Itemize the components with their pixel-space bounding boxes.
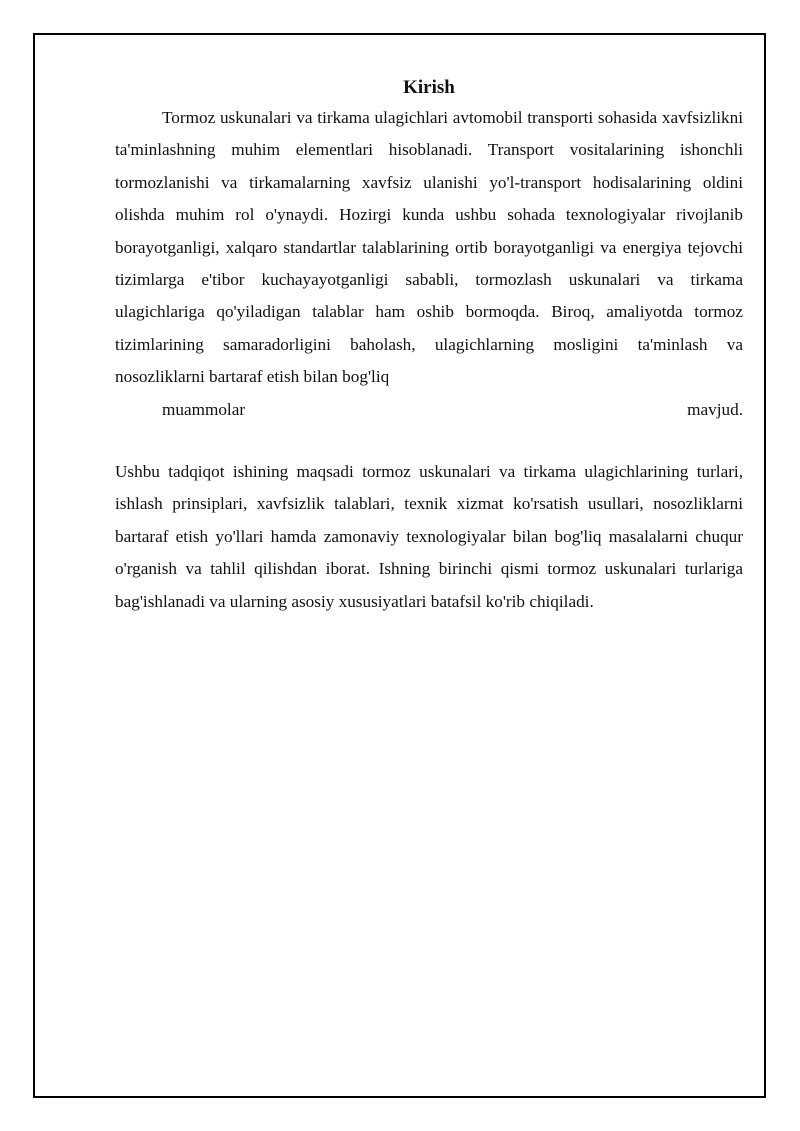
document-body: [115, 76, 743, 618]
intro-paragraph-2: Ushbu tadqiqot ishining maqsadi tormoz uskunalari va tirkama ulagichlarining turlari, ishlash prinsiplari, xavfsizlik talablari, texnik xizmat ko'rsatish usullari, nosozliklarni bartaraf etish yo'llari hamda zamonaviy texnologiyalar bilan bog'liq masalalarni chuqur o'rganish va tahlil qilishdan iborat. Ishning birinchi qismi tormoz uskunalari turlariga bag'ishlanadi va ularning asosiy xususiyatlari batafsil ko'rib chiqiladi.: [115, 462, 743, 611]
intro-paragraph-1: [115, 102, 743, 426]
intro-paragraph-1-text: Tormoz uskunalari va tirkama ulagichlari avtomobil transporti sohasida xavfsizlikni ta'minlashning muhim elementlari hisoblanadi. Transport vositalarining ishonchli tormozlanishi va tirkamalarning xavfsiz ulanishi yo'l-transport hodisalarining oldini olishda muhim rol o'ynaydi. Hozirgi kunda ushbu sohada texnologiyalar rivojlanib borayotganligi, xalqaro standartlar talablarining ortib borayotganligi va energiya tejovchi tizimlarga e'tibor kuchayayotganligi sababli, tormozlash uskunalari va tirkama ulagichlariga qo'yiladigan talablar ham oshib bormoqda. Biroq, amaliyotda tormoz tizimlarining samaradorligini baholash, ulagichlarning mosligini ta'minlash va nosozliklarni bartaraf etish bilan bog'liq: [115, 108, 743, 387]
section-title: Kirish: [403, 77, 455, 98]
intro-paragraph-1-last-line: muammolar mavjud.: [162, 399, 743, 419]
paragraph-spacer: [115, 426, 743, 456]
